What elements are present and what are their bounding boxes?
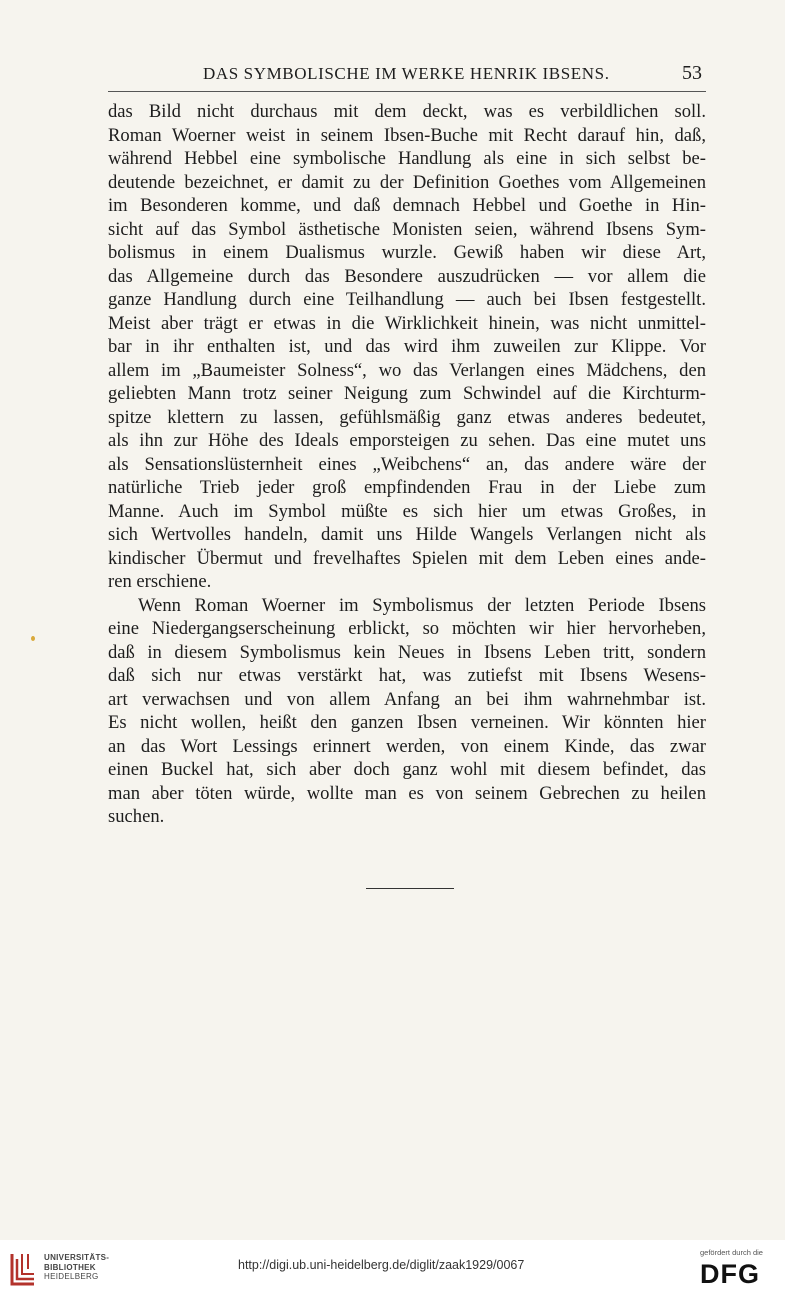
text-line: an das Wort Lessings erinnert werden, von einem Kinde, das zwar <box>108 735 706 757</box>
running-title: DAS SYMBOLISCHE IM WERKE HENRIK IBSENS. <box>203 64 610 83</box>
text-line: daß in diesem Symbolismus kein Neues in Ibsens Leben tritt, sondern <box>108 641 706 663</box>
text-line: während Hebbel eine symbolische Handlung als eine in sich selbst be- <box>108 148 706 169</box>
text-line: geliebten Mann trotz seiner Neigung zum Schwindel auf die Kirchturm- <box>108 383 706 404</box>
text-line: man aber töten würde, wollte man es von seinem Gebrechen zu heilen <box>108 782 706 804</box>
funder-logo: DFG <box>700 1259 760 1289</box>
text-line: art verwachsen und von allem Anfang an bei ihm wahrnehmbar ist. <box>108 688 706 710</box>
library-name-line: BIBLIOTHEK <box>44 1262 96 1272</box>
text-line: suchen. <box>108 806 165 827</box>
text-line: deutende bezeichnet, er damit zu der Definition Goethes vom Allgemeinen <box>108 171 706 193</box>
text-line: das Allgemeine durch das Besondere auszudrücken — vor allem die <box>108 265 706 287</box>
text-line: Roman Woerner weist in seinem Ibsen-Buche mit Recht darauf hin, daß, <box>108 124 706 146</box>
viewer-footer <box>0 1240 785 1297</box>
text-line: Manne. Auch im Symbol müßte es sich hier um etwas Großes, in <box>108 500 706 522</box>
text-line: allem im „Baumeister Solness“, wo das Verlangen eines Mädchens, den <box>108 359 706 381</box>
permalink-url[interactable]: http://digi.ub.uni-heidelberg.de/diglit/zaak1929/0067 <box>238 1258 525 1272</box>
running-head <box>108 62 706 88</box>
text-line: bar in ihr enthalten ist, und das wird ihm zuweilen zur Klippe. Vor <box>108 336 706 357</box>
header-rule <box>108 91 706 92</box>
text-line: daß sich nur etwas verstärkt hat, was zutiefst mit Ibsens Wesens- <box>108 665 706 686</box>
margin-mark <box>31 636 35 641</box>
paragraph-start-line: Wenn Roman Woerner im Symbolismus der letzten Periode Ibsens <box>138 594 706 616</box>
text-line: sicht auf das Symbol ästhetische Monisten seien, während Ibsens Sym- <box>108 218 706 240</box>
text-line: ganze Handlung durch eine Teilhandlung — auch bei Ibsen festgestellt. <box>108 289 706 310</box>
body-text <box>108 100 706 829</box>
text-line: bolismus in einem Dualismus wurzle. Gewiß haben wir diese Art, <box>108 242 706 263</box>
library-name-line: UNIVERSITÄTS- <box>44 1253 110 1262</box>
text-line: einen Buckel hat, sich aber doch ganz wohl mit diesem befindet, das <box>108 759 706 780</box>
text-line: kindischer Übermut und frevelhaftes Spielen mit dem Leben eines ande- <box>108 547 706 569</box>
text-line: natürliche Trieb jeder groß empfindenden Frau in der Liebe zum <box>108 477 706 498</box>
text-line: sich Wertvolles handeln, damit uns Hilde Wangels Verlangen nicht als <box>108 524 706 545</box>
library-name <box>44 1253 109 1282</box>
text-line: eine Niedergangserscheinung erblickt, so möchten wir hier hervorheben, <box>108 618 706 639</box>
text-line: das Bild nicht durchaus mit dem deckt, was es verbildlichen soll. <box>108 101 706 122</box>
text-line: als ihn zur Höhe des Ideals emporsteigen zu sehen. Das eine mutet uns <box>108 430 706 451</box>
page-number: 53 <box>682 62 702 84</box>
section-end-rule <box>366 888 454 889</box>
library-name-line: HEIDELBERG <box>44 1272 99 1281</box>
text-line: spitze klettern zu lassen, gefühlsmäßig ganz etwas anderes bedeutet, <box>108 406 706 428</box>
text-line: Es nicht wollen, heißt den ganzen Ibsen verneinen. Wir könnten hier <box>108 712 706 733</box>
text-line: im Besonderen komme, und daß demnach Hebbel und Goethe in Hin- <box>108 195 706 216</box>
library-logo-icon <box>8 1250 38 1288</box>
text-line: Meist aber trägt er etwas in die Wirklichkeit hinein, was nicht unmittel- <box>108 312 706 334</box>
text-line: ren erschiene. <box>108 571 212 592</box>
text-line: als Sensationslüsternheit eines „Weibchens“ an, das andere wäre der <box>108 453 706 475</box>
funding-note: gefördert durch die <box>700 1248 763 1257</box>
